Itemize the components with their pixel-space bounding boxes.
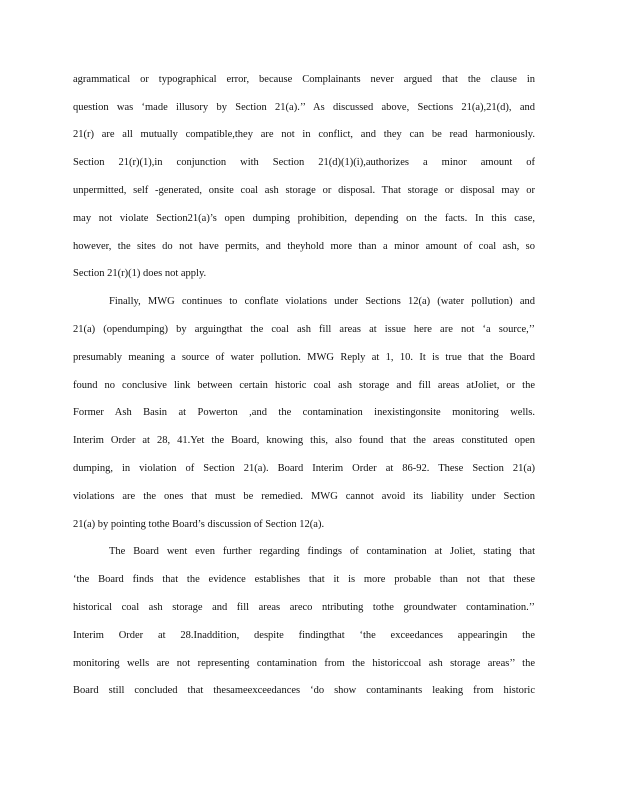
text-line: however, the sites do not have permits, and theyhold more than a minor amount of coal ash, so <box>73 241 535 252</box>
text-line: Board still concluded that thesameexceedances ‘do show contaminants leaking from historic <box>73 685 535 696</box>
text-line: The Board went even further regarding findings of contamination at Joliet, stating that <box>109 546 535 557</box>
text-line: found no conclusive link between certain historic coal ash storage and fill areas atJoliet, or the <box>73 380 535 391</box>
text-line: dumping, in violation of Section 21(a). Board Interim Order at 86-92. These Section 21(a) <box>73 463 535 474</box>
text-line: presumably meaning a source of water pollution. MWG Reply at 1, 10. It is true that the Board <box>73 352 535 363</box>
text-line: monitoring wells are not representing contamination from the historiccoal ash storage areas’’ the <box>73 658 535 669</box>
text-line: question was ‘made illusory by Section 21(a).’’ As discussed above, Sections 21(a),21(d), and <box>73 102 535 113</box>
text-line: ‘the Board finds that the evidence establishes that it is more probable than not that these <box>73 574 535 585</box>
text-line: Section 21(r)(1) does not apply. <box>73 268 207 279</box>
text-line: historical coal ash storage and fill areas areco ntributing tothe groundwater contamination.’’ <box>73 602 535 613</box>
text-line: Finally, MWG continues to conflate violations under Sections 12(a) (water pollution) and <box>109 296 535 307</box>
text-line: 21(a) (opendumping) by arguingthat the coal ash fill areas at issue here are not ‘a source,’’ <box>73 324 535 335</box>
text-line: Section 21(r)(1),in conjunction with Section 21(d)(1)(i),authorizes a minor amount of <box>73 157 535 168</box>
text-line: agrammatical or typographical error, because Complainants never argued that the clause in <box>73 74 535 85</box>
text-line: Former Ash Basin at Powerton ,and the contamination inexistingonsite monitoring wells. <box>73 407 535 418</box>
text-line: 21(r) are all mutually compatible,they are not in conflict, and they can be read harmoniously. <box>73 129 535 140</box>
text-line: unpermitted, self -generated, onsite coal ash storage or disposal. That storage or disposal may or <box>73 185 535 196</box>
text-line: Interim Order at 28, 41.Yet the Board, knowing this, also found that the areas constituted open <box>73 435 535 446</box>
text-line: Interim Order at 28.Inaddition, despite findingthat ‘the exceedances appearingin the <box>73 630 535 641</box>
text-line: violations are the ones that must be remedied. MWG cannot avoid its liability under Section <box>73 491 535 502</box>
text-line: 21(a) by pointing tothe Board’s discussion of Section 12(a). <box>73 519 325 530</box>
text-line: may not violate Section21(a)’s open dumping prohibition, depending on the facts. In this case, <box>73 213 535 224</box>
